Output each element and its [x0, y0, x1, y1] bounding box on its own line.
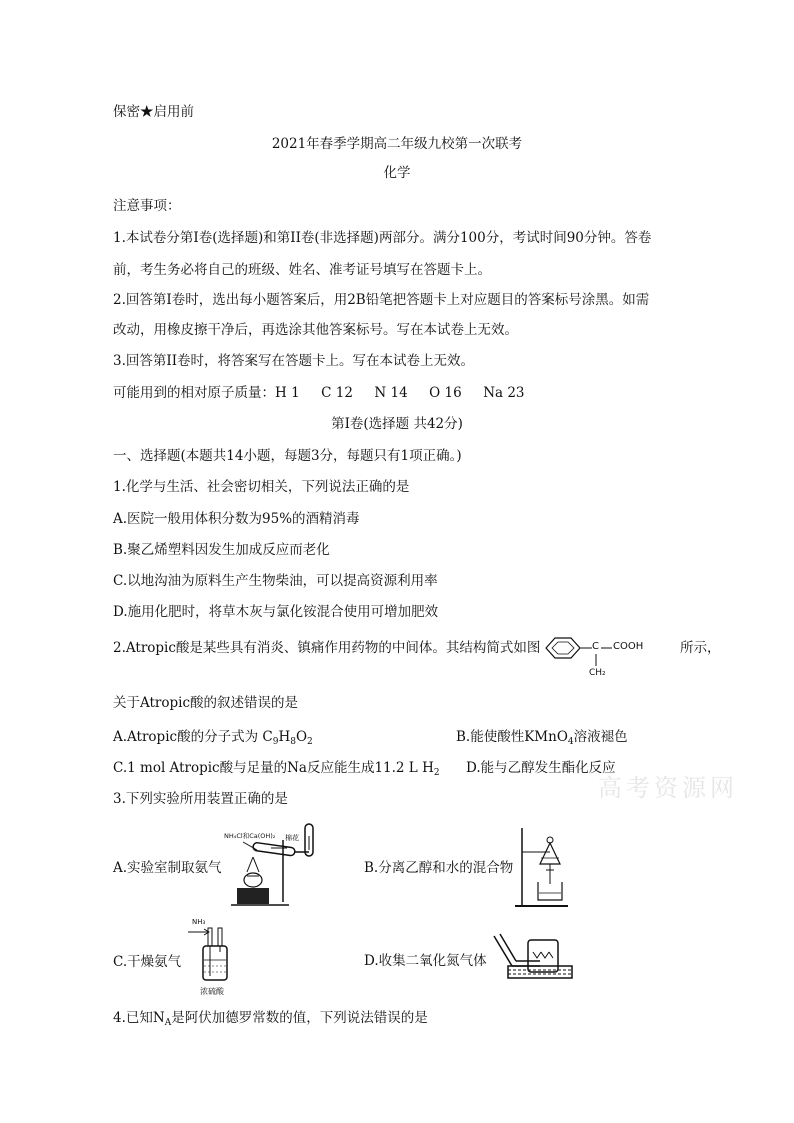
notice-item-3: 3.回答第II卷时，将答案写在答题卡上。写在本试卷上无效。: [113, 353, 475, 369]
q1-option-b: B.聚乙烯塑料因发生加成反应而老化: [113, 542, 330, 558]
atropic-acid-structure: [540, 634, 680, 684]
atomic-mass-label: 可能用到的相对原子质量：: [113, 385, 275, 401]
q3-option-d: D.收集二氧化氮气体: [364, 953, 487, 969]
notice-heading: 注意事项：: [113, 198, 181, 214]
exam-title: 2021年春季学期高二年级九校第一次联考: [271, 136, 523, 152]
notice-item-1: 1.本试卷分第I卷(选择题)和第II卷(非选择题)两部分。满分100分，考试时间90分钟。答卷: [113, 230, 652, 246]
q2-option-b: B.能使酸性KMnO$_4$溶液褪色: [456, 729, 628, 747]
atomic-mass-n: N 14: [374, 385, 408, 401]
q3-option-c: C.干燥氨气: [113, 954, 182, 970]
atomic-mass-c: C 12: [321, 385, 353, 401]
confidential-label: 保密★启用前: [113, 104, 194, 120]
q3-option-b: B.分离乙醇和水的混合物: [364, 860, 514, 876]
atomic-mass-o: O 16: [429, 385, 462, 401]
q1-option-c: C.以地沟油为原料生产生物柴油，可以提高资源利用率: [113, 573, 438, 589]
q1-stem: 1.化学与生活、社会密切相关，下列说法正确的是: [113, 479, 410, 495]
notice-item-1-cont: 前，考生务必将自己的班级、姓名、准考证号填写在答题卡上。: [113, 262, 491, 278]
ammonia-preparation-apparatus: NH₄Cl和Ca(OH)₂ 棉花: [223, 820, 328, 915]
separatory-funnel-apparatus: [512, 826, 572, 910]
notice-item-2: 2.回答第I卷时，选出每小题答案后，用2B铅笔把答题卡上对应题目的答案标号涂黑。如需: [113, 292, 650, 308]
atomic-mass-na: Na 23: [483, 385, 525, 401]
watermark: 高考资源网: [598, 774, 738, 802]
q4-stem: 4.已知$N_A$是阿伏加德罗常数的值，下列说法错误的是: [113, 1010, 428, 1028]
subject-title: 化学: [383, 165, 411, 181]
q1-option-d: D.施用化肥时，将草木灰与氯化铵混合使用可增加肥效: [113, 604, 439, 620]
gas-drying-bottle: NH₃ 浓硫酸: [186, 918, 241, 1000]
atomic-masses: [113, 383, 525, 403]
atomic-mass-h: H 1: [275, 385, 300, 401]
struct-cooh: COOH: [613, 641, 644, 652]
benzene-ring-icon: [540, 634, 680, 684]
q2-stem-end: 所示，: [680, 640, 721, 656]
q2-line2: 关于Atropic酸的叙述错误的是: [113, 695, 299, 711]
q2-option-a: A.Atropic酸的分子式为 $C_9H_8O_2$: [113, 729, 313, 747]
section-heading: 一、选择题(本题共14小题，每题3分，每题只有1项正确。): [113, 448, 462, 464]
notice-item-2-cont: 改动，用橡皮擦干净后，再选涂其他答案标号。写在本试卷上无效。: [113, 322, 518, 338]
q3-stem: 3.下列实验所用装置正确的是: [113, 791, 288, 807]
q2-option-c: C.1 mol Atropic酸与足量的Na反应能生成11.2 L $H_2$: [113, 760, 440, 778]
q3-option-a: A.实验室制取氨气: [113, 860, 222, 876]
gas-collection-apparatus: [492, 932, 574, 982]
struct-ch2: CH₂: [589, 668, 606, 678]
q1-option-a: A.医院一般用体积分数为95%的酒精消毒: [113, 511, 360, 527]
q2-option-d: D.能与乙醇发生酯化反应: [466, 760, 616, 776]
part1-title: 第I卷(选择题 共42分): [331, 416, 463, 432]
struct-carbon: C: [592, 641, 599, 652]
q2-stem: 2.Atropic酸是某些具有消炎、镇痛作用药物的中间体。其结构简式如图: [113, 640, 541, 656]
